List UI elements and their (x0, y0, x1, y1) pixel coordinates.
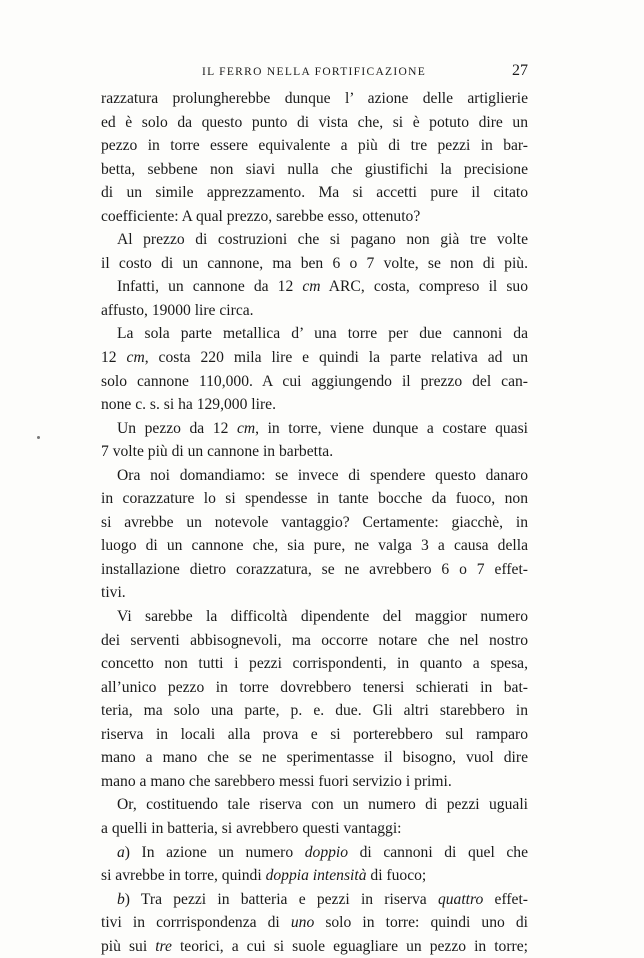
text-line: si avrebbe in torre, quindi doppia intensità di fuoco; (101, 867, 427, 885)
text-line: none c. s. si ha 129,000 lire. (101, 396, 276, 414)
text-line: di un simile apprezzamento. Ma si accetti pure il citato (101, 184, 528, 202)
text-line: affusto, 19000 lire circa. (101, 301, 254, 319)
text-line: all’unico pezzo in torre dovrebbero tenersi schierati in bat- (101, 678, 528, 696)
text-line: solo cannone 110,000. A cui aggiungendo il prezzo del can- (101, 372, 528, 390)
text-line: b) Tra pezzi in batteria e pezzi in riserva quattro effet- (117, 890, 528, 908)
text-line: tivi in corrrispondenza di uno solo in torre: quindi uno di (101, 914, 529, 932)
page-number: 27 (512, 62, 528, 79)
text-line: dei serventi abbisognevoli, ma occorre notare che nel nostro (101, 631, 528, 649)
text-line: 7 volte più di un cannone in barbetta. (101, 443, 334, 461)
running-head (100, 62, 528, 82)
text-line: betta, sebbene non siavi nulla che giustifichi la precisione (101, 160, 528, 178)
text-line: a) In azione un numero doppio di cannoni di quel che (117, 843, 528, 861)
text-line: più sui tre teorici, a cui si suole eguagliare un pezzo in torre; (101, 937, 528, 955)
text-line: La sola parte metallica d’ una torre per due cannoni da (117, 325, 528, 343)
text-line: mano a mano che se ne sperimentasse il bisogno, vuol dire (101, 749, 528, 767)
text-line: si avrebbe un notevole vantaggio? Certamente: giacchè, in (101, 513, 528, 531)
text-line: a quelli in batteria, si avrebbero questi vantaggi: (101, 819, 402, 837)
text-line: tivi. (101, 584, 126, 602)
text-line: 12 cm, costa 220 mila lire e quindi la parte relativa ad un (101, 349, 528, 367)
text-line: ed è solo da questo punto di vista che, si è potuto dire un (101, 113, 528, 131)
text-line: Infatti, un cannone da 12 cm ARC, costa, compreso il suo (117, 278, 528, 296)
text-line: Un pezzo da 12 cm, in torre, viene dunque a costare quasi (117, 419, 528, 437)
text-line: razzatura prolungherebbe dunque l’ azione delle artiglierie (101, 90, 528, 107)
text-line: concetto non tutti i pezzi corrispondenti, in quanto a spesa, (101, 655, 528, 673)
text-line: Al prezzo di costruzioni che si pagano non già tre volte (117, 231, 528, 249)
text-line: riserva in locali alla prova e si porterebbero sul ramparo (101, 725, 528, 743)
running-title: IL FERRO NELLA FORTIFICAZIONE (201, 66, 427, 78)
text-line: teria, ma solo una parte, p. e. due. Gli altri starebbero in (101, 702, 528, 720)
body-text (101, 87, 528, 958)
text-line: il costo di un cannone, ma ben 6 o 7 volte, se non di più. (101, 254, 528, 272)
text-line: Vi sarebbe la difficoltà dipendente del maggior numero (117, 608, 528, 626)
text-line: in corazzature lo si spendesse in tante bocche da fuoco, non (101, 490, 528, 508)
text-line: Or, costituendo tale riserva con un numero di pezzi uguali (117, 796, 528, 814)
text-line: luogo di un cannone che, sia pure, ne valga 3 a causa della (101, 537, 528, 555)
text-line: Ora noi domandiamo: se invece di spendere questo danaro (117, 466, 528, 484)
text-line: mano a mano che sarebbero messi fuori servizio i primi. (101, 772, 452, 790)
text-line: pezzo in torre essere equivalente a più di tre pezzi in bar- (101, 137, 528, 155)
stray-ink-dot (37, 436, 40, 439)
text-line: installazione dietro corazzatura, se ne avrebbero 6 o 7 effet- (101, 560, 528, 578)
text-line: coefficiente: A qual prezzo, sarebbe esso, ottenuto? (101, 207, 421, 225)
